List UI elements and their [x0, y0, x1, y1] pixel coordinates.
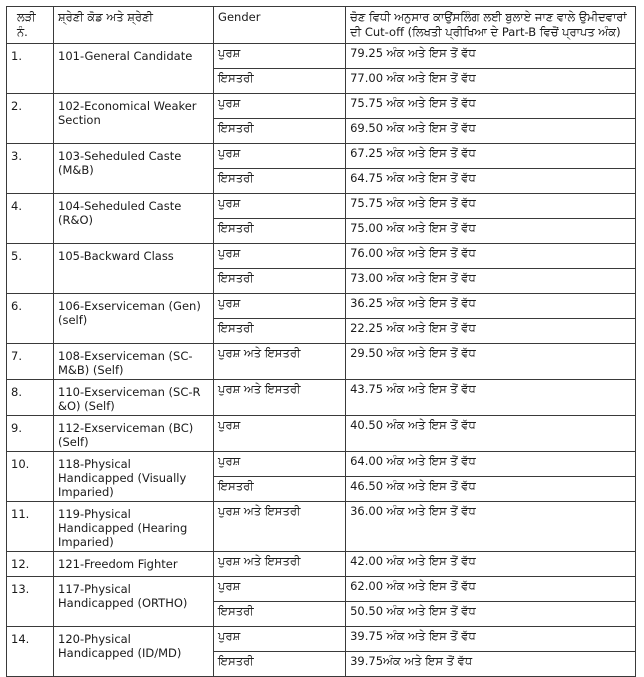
table-row: [7, 552, 636, 577]
table-row: [7, 194, 636, 219]
serial-number: 7.: [7, 344, 54, 380]
serial-number: 11.: [7, 502, 54, 552]
table-row: [7, 380, 636, 416]
gender-cell: ਪੁਰਸ਼: [214, 194, 346, 219]
gender-cell: ਇਸਤਰੀ: [214, 169, 346, 194]
serial-number: 3.: [7, 144, 54, 194]
gender-cell: ਪੁਰਸ਼: [214, 577, 346, 602]
gender-cell: ਪੁਰਸ਼ ਅਤੇ ਇਸਤਰੀ: [214, 552, 346, 577]
cutoff-cell: 64.75 ਅੰਕ ਅਤੇ ਇਸ ਤੋਂ ਵੱਧ: [346, 169, 636, 194]
cutoff-cell: 40.50 ਅੰਕ ਅਤੇ ਇਸ ਤੋਂ ਵੱਧ: [346, 416, 636, 452]
table-row: [7, 344, 636, 380]
table-row: [7, 577, 636, 602]
cutoff-cell: 36.25 ਅੰਕ ਅਤੇ ਇਸ ਤੋਂ ਵੱਧ: [346, 294, 636, 319]
table-body: [7, 44, 636, 677]
cutoff-cell: 75.75 ਅੰਕ ਅਤੇ ਇਸ ਤੋਂ ਵੱਧ: [346, 94, 636, 119]
cutoff-cell: 64.00 ਅੰਕ ਅਤੇ ਇਸ ਤੋਂ ਵੱਧ: [346, 452, 636, 477]
table-row: [7, 627, 636, 652]
header-category: ਸ਼੍ਰੇਣੀ ਕੋਡ ਅਤੇ ਸ਼੍ਰੇਣੀ: [54, 7, 214, 44]
category-name: 105-Backward Class: [54, 244, 214, 294]
cutoff-cell: 43.75 ਅੰਕ ਅਤੇ ਇਸ ਤੋਂ ਵੱਧ: [346, 380, 636, 416]
serial-number: 12.: [7, 552, 54, 577]
cutoff-cell: 50.50 ਅੰਕ ਅਤੇ ਇਸ ਤੋਂ ਵੱਧ: [346, 602, 636, 627]
serial-number: 6.: [7, 294, 54, 344]
cutoff-cell: 62.00 ਅੰਕ ਅਤੇ ਇਸ ਤੋਂ ਵੱਧ: [346, 577, 636, 602]
category-name: 101-General Candidate: [54, 44, 214, 94]
table-row: [7, 44, 636, 69]
gender-cell: ਇਸਤਰੀ: [214, 269, 346, 294]
serial-number: 14.: [7, 627, 54, 677]
cutoff-cell: 39.75 ਅੰਕ ਅਤੇ ਇਸ ਤੋਂ ਵੱਧ: [346, 627, 636, 652]
cutoff-cell: 76.00 ਅੰਕ ਅਤੇ ਇਸ ਤੋਂ ਵੱਧ: [346, 244, 636, 269]
table-row: [7, 416, 636, 452]
cutoff-cell: 73.00 ਅੰਕ ਅਤੇ ਇਸ ਤੋਂ ਵੱਧ: [346, 269, 636, 294]
cutoff-cell: 75.75 ਅੰਕ ਅਤੇ ਇਸ ਤੋਂ ਵੱਧ: [346, 194, 636, 219]
serial-number: 10.: [7, 452, 54, 502]
category-name: 103-Seheduled Caste (M&B): [54, 144, 214, 194]
category-name: 102-Economical Weaker Section: [54, 94, 214, 144]
cutoff-table: [6, 6, 636, 677]
cutoff-cell: 36.00 ਅੰਕ ਅਤੇ ਇਸ ਤੋਂ ਵੱਧ: [346, 502, 636, 552]
table-row: [7, 502, 636, 552]
cutoff-cell: 29.50 ਅੰਕ ਅਤੇ ਇਸ ਤੋਂ ਵੱਧ: [346, 344, 636, 380]
cutoff-cell: 77.00 ਅੰਕ ਅਤੇ ਇਸ ਤੋਂ ਵੱਧ: [346, 69, 636, 94]
header-row: [7, 7, 636, 44]
header-serial: ਲੜੀ ਨੰ.: [7, 7, 54, 44]
cutoff-cell: 42.00 ਅੰਕ ਅਤੇ ਇਸ ਤੋਂ ਵੱਧ: [346, 552, 636, 577]
category-name: 112-Exserviceman (BC) (Self): [54, 416, 214, 452]
cutoff-cell: 67.25 ਅੰਕ ਅਤੇ ਇਸ ਤੋਂ ਵੱਧ: [346, 144, 636, 169]
table-row: [7, 452, 636, 477]
cutoff-cell: 79.25 ਅੰਕ ਅਤੇ ਇਸ ਤੋਂ ਵੱਧ: [346, 44, 636, 69]
header-gender: Gender: [214, 7, 346, 44]
category-name: 120-Physical Handicapped (ID/MD): [54, 627, 214, 677]
cutoff-cell: 22.25 ਅੰਕ ਅਤੇ ਇਸ ਤੋਂ ਵੱਧ: [346, 319, 636, 344]
table-row: [7, 294, 636, 319]
gender-cell: ਪੁਰਸ਼: [214, 294, 346, 319]
table-row: [7, 94, 636, 119]
category-name: 110-Exserviceman (SC-R &O) (Self): [54, 380, 214, 416]
gender-cell: ਪੁਰਸ਼ ਅਤੇ ਇਸਤਰੀ: [214, 344, 346, 380]
gender-cell: ਪੁਰਸ਼: [214, 627, 346, 652]
gender-cell: ਇਸਤਰੀ: [214, 477, 346, 502]
serial-number: 9.: [7, 416, 54, 452]
gender-cell: ਪੁਰਸ਼: [214, 44, 346, 69]
category-name: 104-Seheduled Caste (R&O): [54, 194, 214, 244]
gender-cell: ਪੁਰਸ਼: [214, 416, 346, 452]
gender-cell: ਇਸਤਰੀ: [214, 602, 346, 627]
gender-cell: ਇਸਤਰੀ: [214, 319, 346, 344]
table-row: [7, 144, 636, 169]
gender-cell: ਇਸਤਰੀ: [214, 69, 346, 94]
serial-number: 1.: [7, 44, 54, 94]
category-name: 118-Physical Handicapped (Visually Imparied): [54, 452, 214, 502]
gender-cell: ਇਸਤਰੀ: [214, 119, 346, 144]
cutoff-cell: 46.50 ਅੰਕ ਅਤੇ ਇਸ ਤੋਂ ਵੱਧ: [346, 477, 636, 502]
serial-number: 4.: [7, 194, 54, 244]
gender-cell: ਪੁਰਸ਼: [214, 144, 346, 169]
category-name: 117-Physical Handicapped (ORTHO): [54, 577, 214, 627]
category-name: 119-Physical Handicapped (Hearing Imparied): [54, 502, 214, 552]
gender-cell: ਪੁਰਸ਼ ਅਤੇ ਇਸਤਰੀ: [214, 380, 346, 416]
gender-cell: ਪੁਰਸ਼: [214, 452, 346, 477]
category-name: 121-Freedom Fighter: [54, 552, 214, 577]
gender-cell: ਪੁਰਸ਼ ਅਤੇ ਇਸਤਰੀ: [214, 502, 346, 552]
gender-cell: ਪੁਰਸ਼: [214, 244, 346, 269]
cutoff-cell: 69.50 ਅੰਕ ਅਤੇ ਇਸ ਤੋਂ ਵੱਧ: [346, 119, 636, 144]
cutoff-cell: 75.00 ਅੰਕ ਅਤੇ ਇਸ ਤੋਂ ਵੱਧ: [346, 219, 636, 244]
gender-cell: ਇਸਤਰੀ: [214, 219, 346, 244]
serial-number: 13.: [7, 577, 54, 627]
header-cutoff: ਚੋਣ ਵਿਧੀ ਅਨੁਸਾਰ ਕਾਉਂਸਲਿੰਗ ਲਈ ਬੁਲਾਏ ਜਾਣ ਵਾਲੇ ਉਮੀਦਵਾਰਾਂ ਦੀ Cut-off (ਲਿਖਤੀ ਪ੍ਰੀਖਿਆ ਦੇ Part-B ਵਿਚੋਂ ਪ੍ਰਾਪਤ ਅੰਕ): [346, 7, 636, 44]
table-row: [7, 244, 636, 269]
gender-cell: ਪੁਰਸ਼: [214, 94, 346, 119]
category-name: 106-Exserviceman (Gen) (self): [54, 294, 214, 344]
category-name: 108-Exserviceman (SC-M&B) (Self): [54, 344, 214, 380]
serial-number: 8.: [7, 380, 54, 416]
cutoff-document: [6, 6, 636, 677]
serial-number: 5.: [7, 244, 54, 294]
cutoff-cell: 39.75ਅੰਕ ਅਤੇ ਇਸ ਤੋਂ ਵੱਧ: [346, 652, 636, 677]
gender-cell: ਇਸਤਰੀ: [214, 652, 346, 677]
serial-number: 2.: [7, 94, 54, 144]
